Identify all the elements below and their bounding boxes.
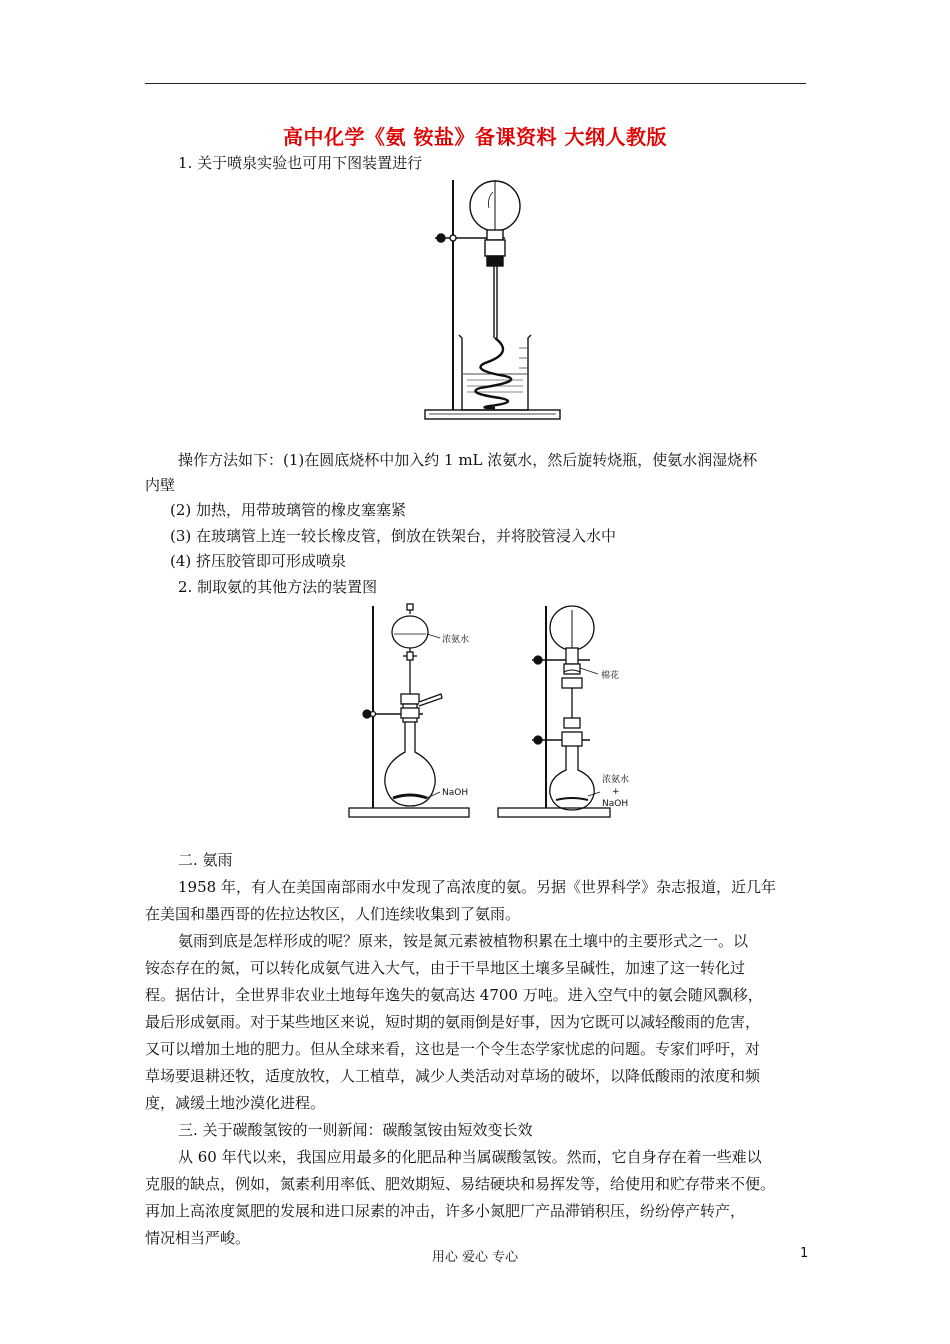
- para-2-line-2: 铵态存在的氮，可以转化成氨气进入大气，由于干旱地区土壤多呈碱性，加速了这一转化过: [145, 959, 746, 977]
- label-plus: +: [612, 787, 620, 797]
- operation-line-1: 操作方法如下：(1)在圆底烧杯中加入约 1 mL 浓氨水，然后旋转烧瓶，使氨水润湿烧杯: [178, 451, 758, 469]
- para-2-line-6: 草场要退耕还牧，适度放牧，人工植草，减少人类活动对草场的破坏，以降低酸雨的浓度和频: [145, 1067, 761, 1085]
- label-conc-ammonia-left: 浓氨水: [442, 635, 470, 645]
- label-naoh-right: NaOH: [602, 799, 629, 809]
- section-er-heading: 二. 氨雨: [178, 851, 233, 869]
- operation-step-2: (2) 加热，用带玻璃管的橡皮塞塞紧: [170, 501, 407, 519]
- page-number: 1: [800, 1246, 809, 1261]
- ammonia-apparatus-right-figure: [492, 602, 652, 840]
- fountain-apparatus-figure: [415, 178, 565, 423]
- label-conc-ammonia-right: 浓氨水: [602, 775, 630, 785]
- para-2-line-1: 氨雨到底是怎样形成的呢？原来，铵是氮元素被植物积累在土壤中的主要形式之一。以: [178, 932, 749, 950]
- para-3-line-1: 从 60 年代以来，我国应用最多的化肥品种当属碳酸氢铵。然而，它自身存在着一些难以: [178, 1148, 762, 1166]
- para-2-line-7: 度，减缓土地沙漠化进程。: [145, 1094, 326, 1112]
- page-footer: 用心 爱心 专心: [431, 1250, 519, 1265]
- operation-line-1-cont: 内壁: [145, 476, 176, 494]
- ammonia-apparatus-left-figure: [345, 602, 485, 820]
- para-2-line-5: 又可以增加土地的肥力。但从全球来看，这也是一个令生态学家忧虑的问题。专家们呼吁，对: [145, 1040, 761, 1058]
- para-3-line-2: 克服的缺点，例如，氮素利用率低、肥效期短、易结硬块和易挥发等，给使用和贮存带来不便。: [145, 1175, 776, 1193]
- section-san-heading: 三. 关于碳酸氢铵的一则新闻：碳酸氢铵由短效变长效: [178, 1121, 533, 1139]
- section-1-heading: 1. 关于喷泉实验也可用下图装置进行: [178, 154, 423, 172]
- para-3-line-3: 再加上高浓度氮肥的发展和进口尿素的冲击，许多小氮肥厂产品滞销积压，纷纷停产转产，: [145, 1202, 746, 1220]
- para-2-line-4: 最后形成氨雨。对于某些地区来说，短时期的氨雨倒是好事，因为它既可以减轻酸雨的危害，: [145, 1013, 761, 1031]
- para-1-line-2: 在美国和墨西哥的佐拉达牧区，人们连续收集到了氨雨。: [145, 905, 521, 923]
- operation-step-4: (4) 挤压胶管即可形成喷泉: [170, 552, 347, 570]
- para-3-line-4: 情况相当严峻。: [145, 1229, 251, 1247]
- label-naoh-left: NaOH: [442, 788, 469, 798]
- document-title: 高中化学《氨 铵盐》备课资料 大纲人教版: [283, 125, 667, 149]
- header-rule: [145, 83, 806, 84]
- label-cotton: 棉花: [601, 671, 620, 681]
- para-2-line-3: 程。据估计，全世界非农业土地每年逸失的氨高达 4700 万吨。进入空气中的氨会随风飘移，: [145, 986, 763, 1004]
- para-1-line-1: 1958 年，有人在美国南部雨水中发现了高浓度的氨。另据《世界科学》杂志报道，近几年: [178, 878, 776, 896]
- section-2-heading: 2. 制取氨的其他方法的装置图: [178, 578, 378, 596]
- operation-step-3: (3) 在玻璃管上连一较长橡皮管，倒放在铁架台，并将胶管浸入水中: [170, 527, 617, 545]
